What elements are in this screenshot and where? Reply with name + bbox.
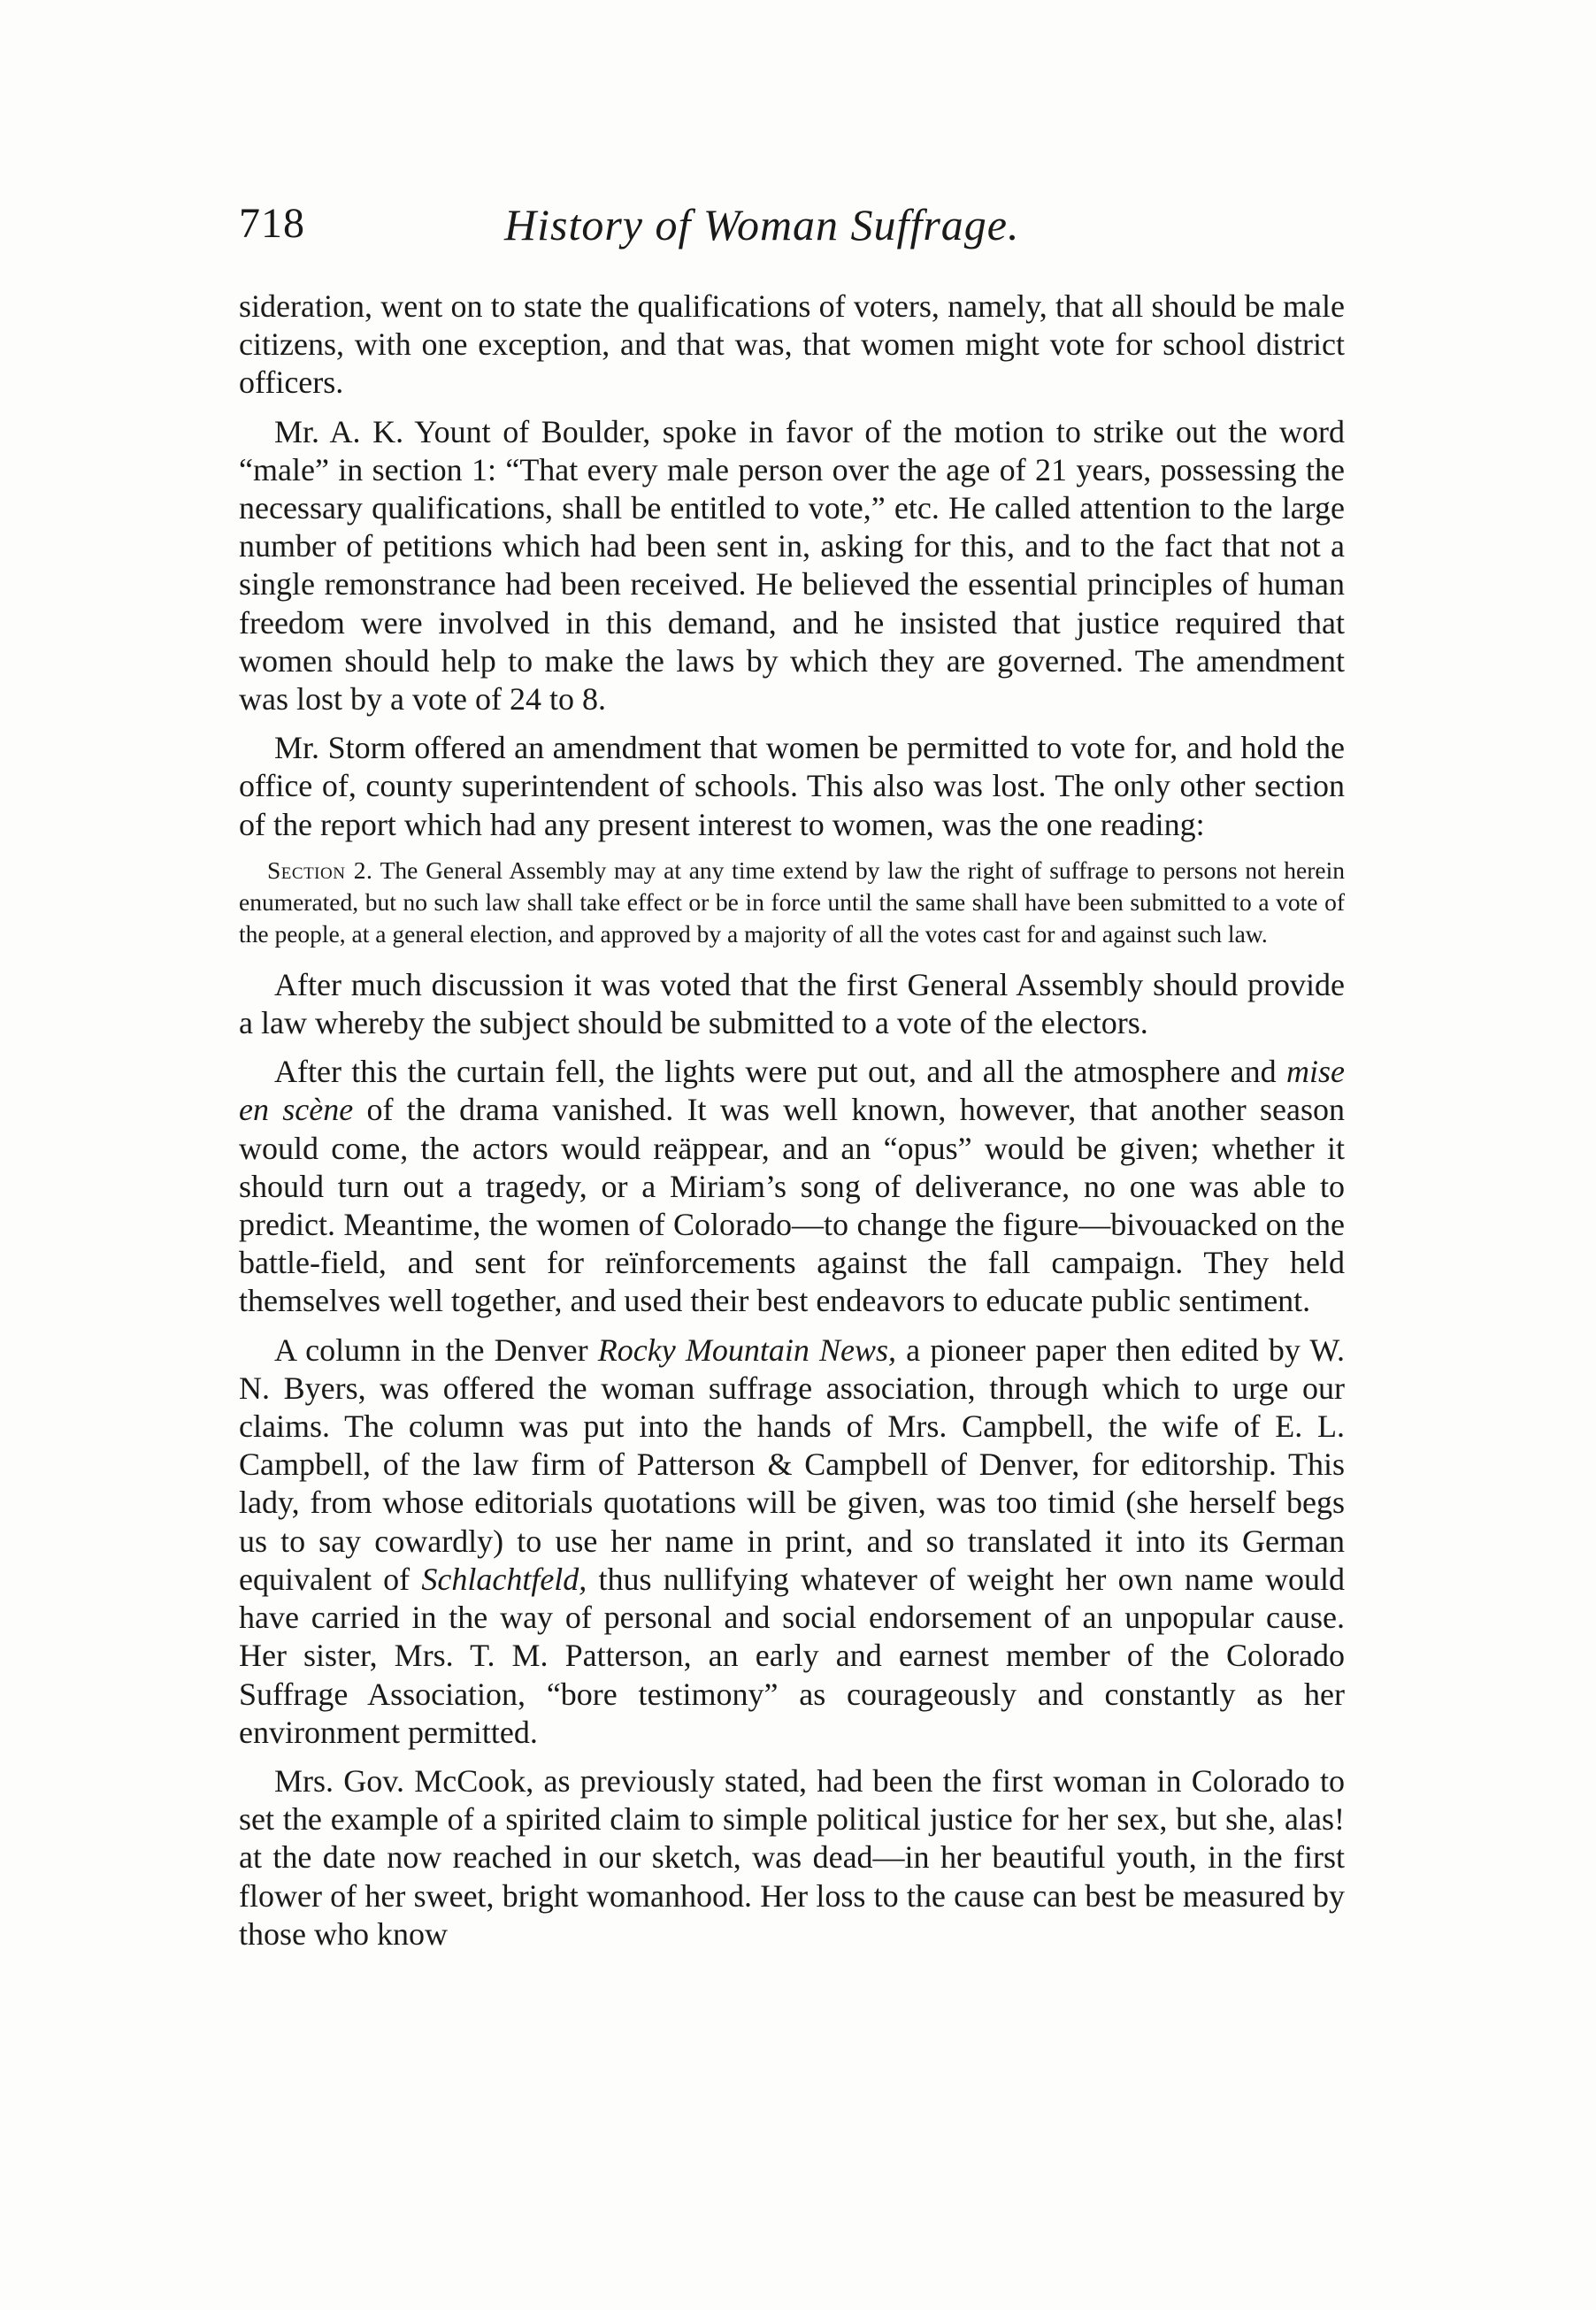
paragraph-yount: Mr. A. K. Yount of Boulder, spoke in favor of the motion to strike out the word “male” in section 1: “That every male person over the age of 21 years, possessing the necessary qualifications, shall be entitled to vote,” etc. He called attention to the large number of petitions which had been sent in, asking for this, and to the fact that not a single remonstrance had been received. He believed the essential principles of human freedom were involved in this demand, and he insisted that justice required that women should help to make the laws by which they are governed. The amendment was lost by a vote of 24 to 8. bbox=[239, 413, 1345, 718]
paragraph-column-italic-schlachtfeld: Schlachtfeld, bbox=[421, 1561, 587, 1597]
page-header bbox=[239, 199, 1345, 252]
paragraph-curtain-text-a: After this the curtain fell, the lights were put out, and all the atmosphere and bbox=[274, 1054, 1286, 1090]
paragraph-column bbox=[239, 1332, 1345, 1752]
paragraph-column-text-c: thus nullifying whatever of weight her own name would have carried in the way of personal and social endorsement of an unpopular cause. Her sister, Mrs. T. M. Patterson, an early and earnest member of the Colorado Suffrage Association, “bore testimony” as courageously and constantly as her environment permitted. bbox=[239, 1561, 1346, 1750]
paragraph-storm: Mr. Storm offered an amendment that women be permitted to vote for, and hold the office of, county superintendent of schools. This also was lost. The only other section of the report which had any present interest to women, was the one reading: bbox=[239, 730, 1345, 842]
paragraph-column-text-a: A column in the Denver bbox=[274, 1332, 598, 1368]
paragraph-curtain-italic: mise en scène bbox=[239, 1054, 1345, 1128]
quoted-section-2 bbox=[239, 855, 1345, 950]
paragraph-column-text-b: a pioneer paper then edited by W. N. Byers, was offered the woman suffrage association, through which to urge our claims. The column was put into the hands of Mrs. Campbell, the wife of E. L. Campbell, of the law firm of Patterson & Campbell of Denver, for editorship. This lady, from whose editorials quotations will be given, was too timid (she herself begs us to say cowardly) to use her name in print, and so translated it into its German equivalent of bbox=[239, 1332, 1345, 1597]
running-title: History of Woman Suffrage. bbox=[504, 200, 1020, 249]
body-text bbox=[239, 288, 1345, 1964]
quote-section-text: The General Assembly may at any time extend by law the right of suffrage to persons not herein enumerated, but no such law shall take effect or be in force until the same shall have been submitted to a vote of the people, at a general election, and approved by a majority of all the votes cast for and against such law. bbox=[239, 856, 1346, 948]
paragraph-curtain-text-b: of the drama vanished. It was well known, however, that another season would come, the actors would reäppear, and an “opus” would be given; whether it should turn out a tragedy, or a Miriam’s song of deliverance, no one was able to predict. Meantime, the women of Colorado—to change the figure—bivouacked on the battle-field, and sent for reïnforcements against the fall campaign. They held themselves well together, and used their best endeavors to educate public sentiment. bbox=[239, 1092, 1345, 1319]
page-number: 718 bbox=[239, 200, 305, 247]
paragraph-discussion: After much discussion it was voted that the first General Assembly should provide a law whereby the subject should be submitted to a vote of the electors. bbox=[239, 966, 1345, 1041]
paragraph-continuation: sideration, went on to state the qualifications of voters, namely, that all should be male citizens, with one exception, and that was, that women might vote for school district officers. bbox=[239, 288, 1345, 401]
quote-section-label: Section 2. bbox=[267, 856, 373, 884]
paragraph-curtain bbox=[239, 1053, 1345, 1320]
paragraph-mccook: Mrs. Gov. McCook, as previously stated, had been the first woman in Colorado to set the example of a spirited claim to simple political justice for her sex, but she, alas! at the date now reached in our sketch, was dead—in her beautiful youth, in the first flower of her sweet, bright womanhood. Her loss to the cause can best be measured by those who know bbox=[239, 1762, 1345, 1952]
paragraph-column-italic-newspaper: Rocky Mountain News, bbox=[597, 1332, 897, 1368]
